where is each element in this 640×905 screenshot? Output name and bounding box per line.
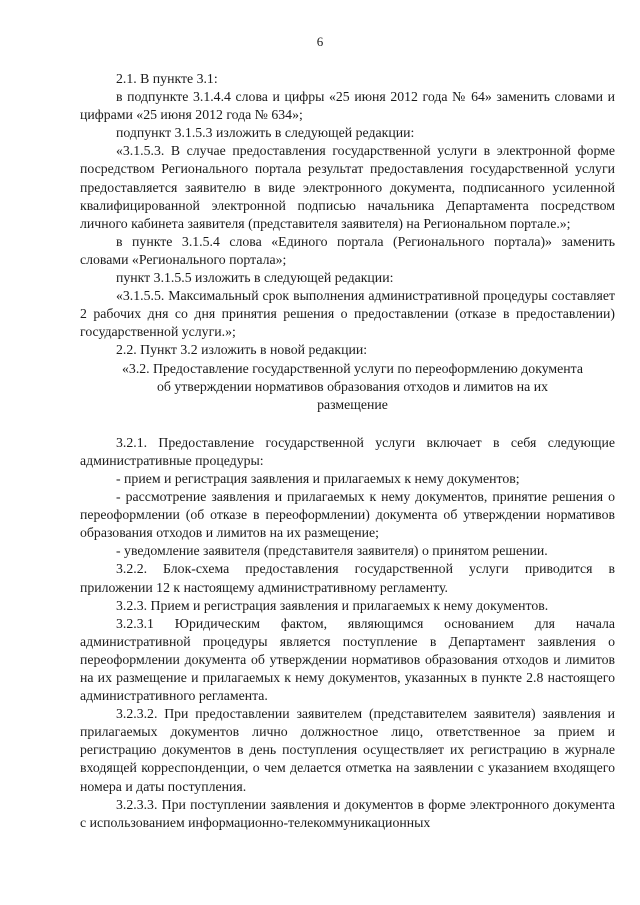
paragraph: подпункт 3.1.5.3 изложить в следующей редакции: [116,125,415,141]
paragraph: 3.2.3.1 Юридическим фактом, являющимся основанием для начала административной процедуры является поступление в Департамент заявления о переоформлении документа об утверждении нормативов образования отходов и лимитов на их размещение и прилагаемых к нему документов, указанных в пункте 2.8 настоящего административного регламента. [80,615,615,704]
list-item: - прием и регистрация заявления и прилагаемых к нему документов; [116,470,520,486]
section-gap [80,414,615,434]
section-heading: «3.2. Предоставление государственной услуги по переоформлению документа об утверждении нормативов образования отходов и лимитов на их размещение [122,360,583,412]
paragraph: 3.2.3.2. При предоставлении заявителем (представителем заявителя) заявления и прилагаемых документов лично должностное лицо, ответственное за прием и регистрацию документов в день поступления осуществляет их регистрацию в журнале входящей корреспонденции, о чем делается отметка на заявлении с указанием входящего номера и даты поступления. [80,706,615,794]
document-body [80,70,615,832]
paragraph: 3.2.3. Прием и регистрация заявления и прилагаемых к нему документов. [116,597,549,613]
paragraph: 2.1. В пункте 3.1: [116,71,218,86]
list-item: - рассмотрение заявления и прилагаемых к нему документов, принятие решения о переоформлении (об отказе в переоформлении) документа об утверждении нормативов образования отходов и лимитов на их размещение; [80,489,615,541]
paragraph: 2.2. Пункт 3.2 изложить в новой редакции: [116,342,368,358]
paragraph: «3.1.5.5. Максимальный срок выполнения административной процедуры составляет 2 рабочих дня со дня принятия решения о предоставлении (отказе в предоставлении) государственной услуги.»; [80,288,615,340]
paragraph: 3.2.2. Блок-схема предоставления государственной услуги приводится в приложении 12 к настоящему административному регламенту. [80,561,615,595]
paragraph: «3.1.5.3. В случае предоставления государственной услуги в электронной форме посредством Регионального портала результат предоставления государственной услуги предоставляется заявителю в виде электронного документа, подписанного усиленной квалифицированной электронной подписью начальника Департамента посредством личного кабинета заявителя (представителя заявителя) на Региональном портале.»; [80,143,615,231]
list-item: - уведомление заявителя (представителя заявителя) о принятом решении. [116,543,548,559]
paragraph: 3.2.1. Предоставление государственной услуги включает в себя следующие административные процедуры: [80,434,615,468]
paragraph: в подпункте 3.1.4.4 слова и цифры «25 июня 2012 года № 64» заменить словами и цифрами «25 июня 2012 года № 634»; [80,89,615,123]
page-number: 6 [316,34,324,49]
paragraph: в пункте 3.1.5.4 слова «Единого портала (Регионального портала)» заменить словами «Регионального портала»; [80,233,615,267]
paragraph: пункт 3.1.5.5 изложить в следующей редакции: [116,270,394,286]
paragraph: 3.2.3.3. При поступлении заявления и документов в форме электронного документа с использованием информационно-телекоммуникационных [80,796,615,830]
